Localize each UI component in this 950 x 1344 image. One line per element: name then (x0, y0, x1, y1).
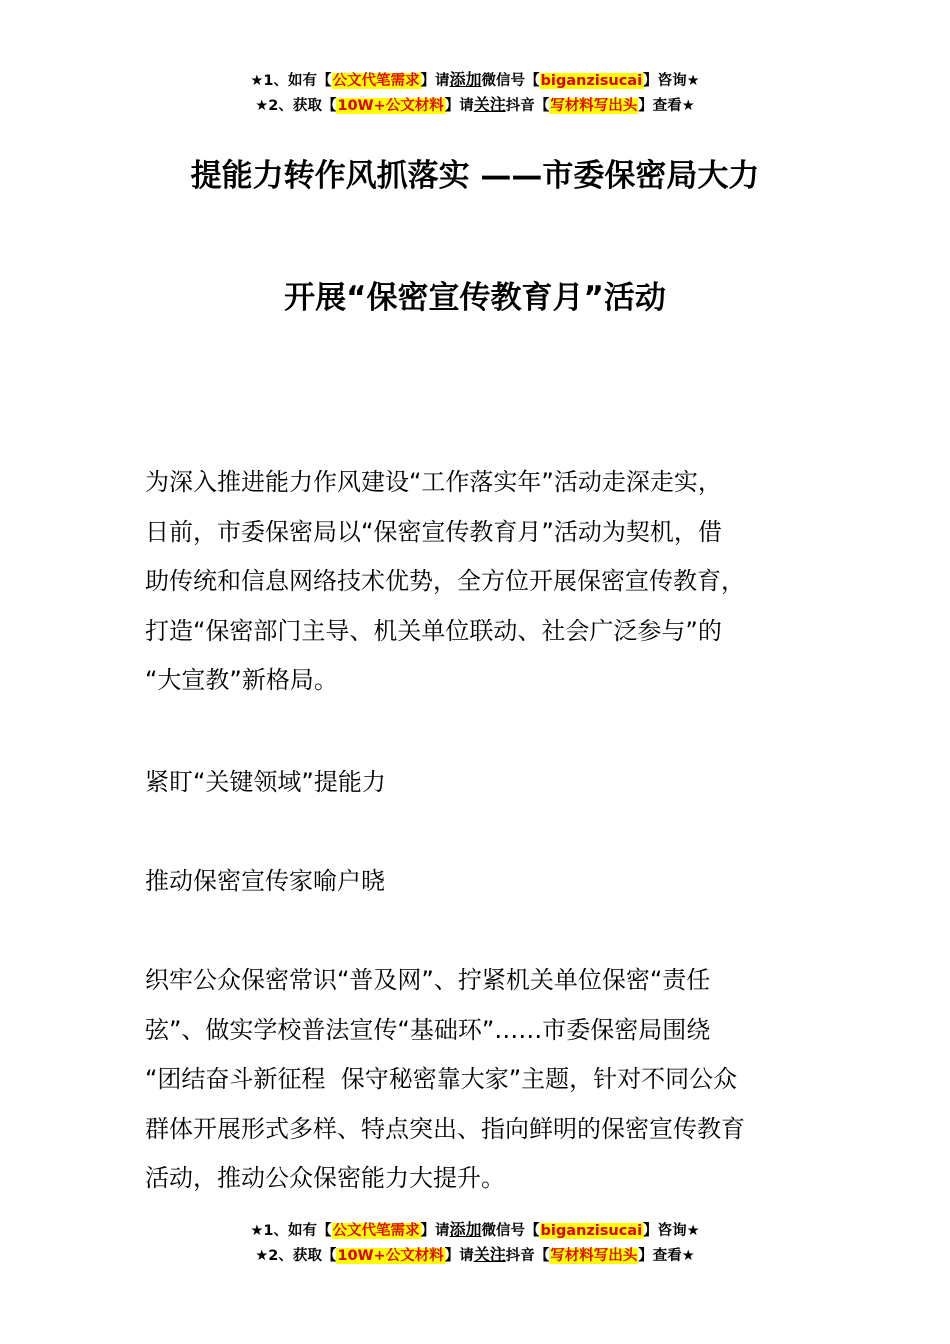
header-banner (0, 68, 950, 118)
section-heading-2: 推动保密宣传家喻户晓 (145, 867, 385, 895)
banner-line-1: ★1、如有【公文代笔需求】请添加微信号【biganzisucai】咨询★ (250, 1220, 700, 1239)
title-line-2: 开展“保密宣传教育月”活动 (284, 280, 666, 316)
highlight-service: 公文代笔需求 (332, 1223, 420, 1239)
paragraph-intro: 为深入推进能力作风建设“工作落实年”活动走深走实， 日前，市委保密局以“保密宣传教育月”活动为契机，借 助传统和信息网络技术优势，全方位开展保密宣传教育， 打造“保密部门主导、机关单位联动、社会广泛参与”的 “大宣教”新格局。 (145, 468, 745, 694)
highlight-account: 写材料写出头 (550, 98, 638, 114)
highlight-materials: 10W+公文材料 (337, 98, 444, 114)
section-heading-1: 紧盯“关键领域”提能力 (145, 768, 386, 796)
title-line-1: 提能力转作风抓落实 ——市委保密局大力 (190, 158, 760, 194)
highlight-wechat-id: biganzisucai (540, 1223, 643, 1239)
footer-banner (0, 1218, 950, 1268)
banner-line-1: ★1、如有【公文代笔需求】请添加微信号【biganzisucai】咨询★ (250, 70, 700, 89)
highlight-materials: 10W+公文材料 (337, 1248, 444, 1264)
banner-line-2: ★2、获取【10W+公文材料】请关注抖音【写材料写出头】查看★ (255, 95, 695, 114)
banner-line-2: ★2、获取【10W+公文材料】请关注抖音【写材料写出头】查看★ (255, 1245, 695, 1264)
highlight-wechat-id: biganzisucai (540, 73, 643, 89)
paragraph-body: 织牢公众保密常识“普及网”、拧紧机关单位保密“责任 弦”、做实学校普法宣传“基础环”……市委保密局围绕 “团结奋斗新征程 保守秘密靠大家”主题，针对不同公众 群体开展形式多样、特点突出、指向鲜明的保密宣传教育 活动，推动公众保密能力大提升。 (145, 966, 745, 1192)
highlight-service: 公文代笔需求 (332, 73, 420, 89)
highlight-account: 写材料写出头 (550, 1248, 638, 1264)
